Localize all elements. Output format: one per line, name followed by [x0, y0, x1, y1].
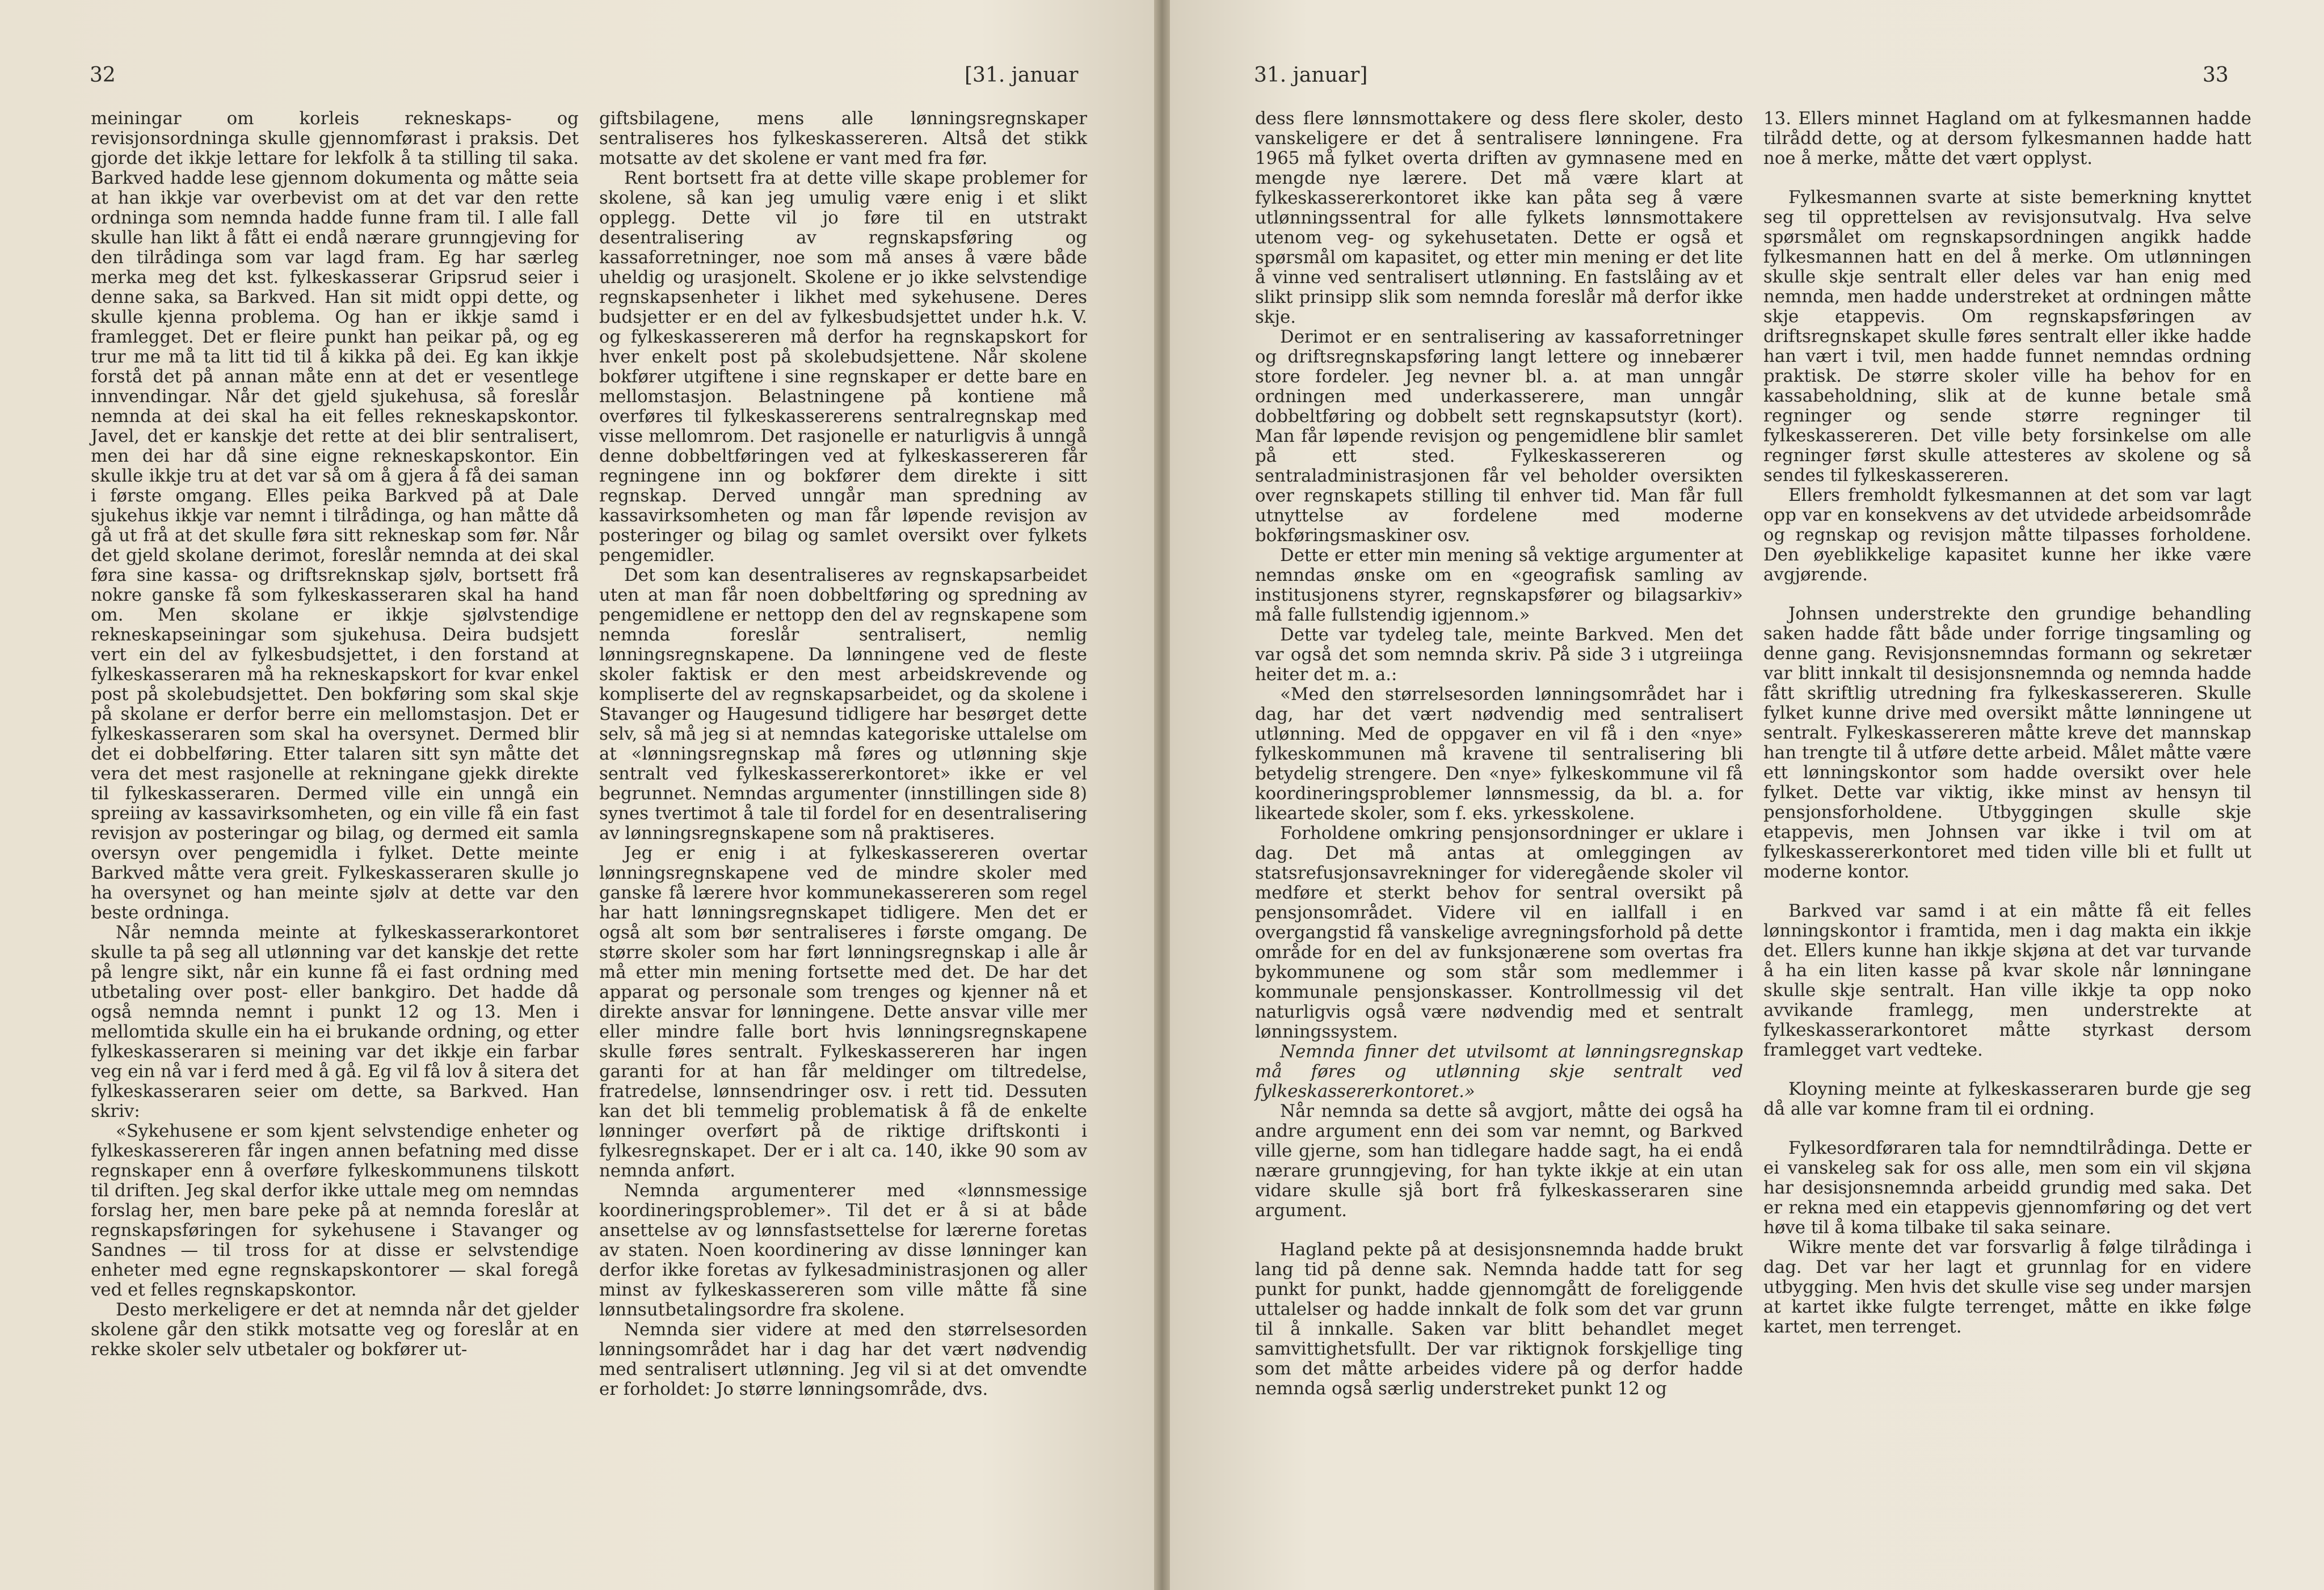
paragraph: Derimot er en sentralisering av kassaforretninger og driftsregnskapsføring langt lettere og innebærer store fordeler. Jeg nevner bl. a. at man unngår ordningen med underkasserere, man unngår dobbeltføring og dobbelt sett regnskapsutstyr (kort). Man får løpende revisjon og pengemidlene blir samlet på ett sted. Fylkeskassereren og sentraladministrasjonen får vel beholder oversikten over regnskapets stilling til enhver tid. Man får full utnyttelse av fordelene med moderne bokføringsmaskiner osv. — [1255, 327, 1743, 546]
paragraph: Jeg er enig i at fylkeskassereren overtar lønningsregnskapene ved de mindre skoler med ganske få lærere hvor kommunekassereren som regel har hatt lønningsregnskapet tidligere. Men det er også alt som bør sentraliseres i første omgang. De større skoler som har ført lønningsregnskap i alle år må etter min mening fortsette med det. De har det apparat og personale som trenges og kjenner nå et direkte ansvar for lønningene. Dette ansvar ville mer eller mindre falle bort hvis lønningsregnskapene skulle føres sentralt. Fylkeskassereren har ingen garanti for at han får meldinger om tiltredelse, fratredelse, lønnsendringer osv. i rett tid. Dessuten kan det bli temmelig problematisk å få de enkelte lønninger overført på de riktige driftskonti i fylkesregnskapet. Der er i alt ca. 140, ikke 90 som av nemnda anført. — [599, 843, 1087, 1181]
paragraph: giftsbilagene, mens alle lønningsregnskaper sentraliseres hos fylkeskassereren. Altså det stikk motsatte av det skolene er vant med fra før. — [599, 108, 1087, 168]
paragraph: Fylkesmannen svarte at siste bemerkning knyttet seg til opprettelsen av revisjonsutvalg. Hva selve spørsmålet om regnskapsordningen angikk hadde fylkesmannen hatt en del å merke. Om utlønningen skulle skje sentralt eller deles var han enig med nemnda, men hadde understreket at ordningen måtte skje etappevis. Om regnskapsføringen av driftsregnskapet skulle føres sentralt eller ikke hadde han vært i tvil, men hadde funnet nemndas ordning praktisk. De større skoler ville ha behov for en kassabeholdning, slik at de kunne betale små regninger og sende større regninger til fylkeskassereren. Det ville bety forsinkelse om alle regninger først skulle attesteres av skolene og så sendes til fylkeskassereren. — [1763, 187, 2251, 486]
paragraph: Nemnda sier videre at med den størrelsesorden lønningsområdet har i dag har det vært nødvendig med sentralisert utlønning. Jeg vil si at det omvendte er forholdet: Jo større lønningsområde, dvs. — [599, 1319, 1087, 1399]
book-gutter — [1154, 0, 1170, 1590]
paragraph: Rent bortsett fra at dette ville skape problemer for skolene, så kan jeg umulig være enig i et slikt opplegg. Dette vil jo føre til en utstrakt desentralisering av regnskapsføring og kassaforretninger, noe som må anses å være både uheldig og urasjonelt. Skolene er jo ikke selvstendige regnskapsenheter i likhet med sykehusene. Deres budsjetter er en del av fylkesbudsjettet under h.k. V. og fylkeskassereren må derfor ha regnskapskort for hver enkelt post på skolebudsjettene. Når skolene bokfører utgiftene i sine regnskaper er dette bare en mellomstasjon. Belastningene på kontiene må overføres til fylkeskassererens sentralregnskap med visse mellomrom. Det rasjonelle er naturligvis å unngå denne dobbeltføringen ved at fylkeskassereren får regningene inn og bokfører dem direkte i sitt regnskap. Derved unngår man spredning av kassavirksomheten og man får løpende revisjon av posteringer og bilag og samlet oversikt over fylkets pengemidler. — [599, 168, 1087, 566]
paragraph: Forholdene omkring pensjonsordninger er uklare i dag. Det må antas at omleggingen av statsrefusjonsavrekninger for videregående skoler vil medføre et sterkt behov for sentral oversikt på pensjonsområdet. Videre vil en iallfall i en overgangstid få vanskelige avregningsforhold på dette område for en del av funksjonærene som overtas fra bykommunene og som står som medlemmer i kommunale pensjonskasser. Kontrollmessig vil det naturligvis også være nødvendig med et sentralt lønningssystem. — [1255, 823, 1743, 1042]
left-page-column-1 — [91, 109, 579, 1360]
paragraph: 13. Ellers minnet Hagland om at fylkesmannen hadde tilrådd dette, og at dersom fylkesmannen hadde hatt noe å merke, måtte det vært opplyst. — [1763, 108, 2251, 168]
running-head-right: 31. januar] — [1254, 64, 1368, 87]
right-page-column-1 — [1255, 109, 1743, 1399]
paragraph: Det som kan desentraliseres av regnskapsarbeidet uten at man får noen dobbeltføring og spredning av pengemidlene er nettopp den del av regnskapene som nemnda foreslår sentralisert, nemlig lønningsregnskapene. Da lønningene ved de fleste skoler faktisk er den mest arbeidskrevende og kompliserte del av regnskapsarbeidet, og da skolene i Stavanger og Haugesund tidligere har besørget dette selv, så må jeg si at nemndas kategoriske uttalelse om at «lønningsregnskap må føres og utlønning skje sentralt ved fylkeskassererkontoret» ikke er vel begrunnet. Nemndas argumenter (innstillingen side 8) synes tvertimot å tale til fordel for en desentralisering av lønningsregnskapene som nå praktiseres. — [599, 565, 1087, 843]
running-head-left: [31. januar — [965, 64, 1079, 87]
page-number-left: 32 — [90, 64, 116, 87]
left-page — [0, 0, 1154, 1590]
paragraph: dess flere lønnsmottakere og dess flere skoler, desto vanskeligere er det å sentralisere lønningene. Fra 1965 må fylket overta driften av gymnasene med en mengde nye lærere. Det må være klart at fylkeskassererkontoret ikke kan påta seg å være utlønningssentral for alle fylkets lønnsmottakere utenom veg- og sykehusetaten. Dette er også et spørsmål om kapasitet, og etter min mening er det lite å vinne ved sentralisert utlønning. En fastslåing av et slikt prinsipp slik som nemnda foreslår må derfor ikke skje. — [1255, 108, 1743, 327]
paragraph: Dette var tydeleg tale, meinte Barkved. Men det var også det som nemnda skriv. På side 3 i utgreiinga heiter det m. a.: — [1255, 625, 1743, 685]
paragraph: Kloyning meinte at fylkeskasseraren burde gje seg då alle var komne fram til ei ordning. — [1763, 1079, 2251, 1119]
paragraph: Ellers fremholdt fylkesmannen at det som var lagt opp var en konsekvens av det utvidede arbeidsområde og regnskap og revisjon måtte tilpasses forholdene. Den øyeblikkelige kapasitet kunne her ikke være avgjørende. — [1763, 485, 2251, 585]
paragraph: Wikre mente det var forsvarlig å følge tilrådinga i dag. Det var her lagt et grunnlag for en videre utbygging. Men hvis det skulle vise seg under marsjen at kartet ikke fulgte terrenget, måtte en ikke følge kartet, men terrenget. — [1763, 1237, 2251, 1337]
paragraph: Dette er etter min mening så vektige argumenter at nemndas ønske om en «geografisk samling av institusjonens styrer, regnskapsfører og bilagsarkiv» må falle fullstendig igjennom.» — [1255, 545, 1743, 625]
paragraph: Fylkesordføraren tala for nemndtilrådinga. Dette er ei vanskeleg sak for oss alle, men som ein vil skjøna har desisjonsnemnda arbeidd grundig med saka. Det er rekna med ein etappevis gjennomføring og det vert høve til å koma tilbake til saka seinare. — [1763, 1138, 2251, 1238]
paragraph: Når nemnda sa dette så avgjort, måtte dei også ha andre argument enn dei som var nemnt, og Barkved ville gjerne, som han tidlegare hadde sagt, ha ei endå nærare grunngjeving, for han tykte ikkje at ein utan vidare skulle sjå bort frå fylkeskasseraren sine argument. — [1255, 1101, 1743, 1221]
paragraph: Barkved var samd i at ein måtte få eit felles lønningskontor i framtida, men i dag makta ein ikkje det. Ellers kunne han ikkje skjøna at det var turvande å ha ein liten kasse på kvar skole når lønningane skulle skje sentralt. Han ville ikkje ta opp noko avvikande framlegg, men understrekte at fylkeskasserarkontoret måtte styrkast dersom framlegget vart vedteke. — [1763, 901, 2251, 1060]
paragraph: Hagland pekte på at desisjonsnemnda hadde brukt lang tid på denne sak. Nemnda hadde tatt for seg punkt for punkt, hadde gjennomgått de foreliggende uttalelser og hadde innkalt de folk som det var grunn til å innkalle. Saken var blitt behandlet meget samvittighetsfullt. Der var riktignok forskjellige ting som det måtte arbeides videre på og derfor hadde nemnda også særlig understreket punkt 12 og — [1255, 1239, 1743, 1399]
paragraph: Desto merkeligere er det at nemnda når det gjelder skolene går den stikk motsatte veg og foreslår at en rekke skoler selv utbetaler og bokfører ut- — [91, 1300, 579, 1360]
paragraph: «Med den størrelsesorden lønningsområdet har i dag, har det vært nødvendig med sentralisert utlønning. Med de oppgaver en vil få i den «nye» fylkeskommunen må kravene til sentralisering bli betydelig strengere. Den «nye» fylkeskommune vil få koordineringsproblemer lønnsmessig, da bl. a. for likeartede skoler, som f. eks. yrkesskolene. — [1255, 684, 1743, 824]
page-number-right: 33 — [2203, 64, 2229, 87]
paragraph: meiningar om korleis rekneskaps- og revisjonsordninga skulle gjennomførast i praksis. Det gjorde det ikkje lettare for lekfolk å ta stilling til saka. Barkved hadde lese gjennom dokumenta og måtte seia at han ikkje var overbevist om at det var den rette ordninga som nemnda hadde funne fram til. I alle fall skulle han likt å fått ei endå nærare grunngjeving for den tilrådinga som var lagd fram. Eg har særleg merka meg det kst. fylkeskasserar Gripsrud seier i denne saka, sa Barkved. Han sit midt oppi dette, og skulle kjenna problema. Og han er ikkje samd i framlegget. Det er fleire punkt han peikar på, og eg trur me må ta litt tid til å kikka på dei. Eg kan ikkje forstå det på annan måte enn at det er vesentlege innvendingar. Når det gjeld sjukehusa, så foreslår nemnda at dei skal ha eit felles rekneskapskontor. Javel, det er kanskje det rette at dei blir sentralisert, men dei har då sine eigne rekneskapskontor. Ein skulle ikkje tru at det var så om å gjera å få dei saman i første omgang. Elles peika Barkved på at Dale sjukehus ikkje var nemnt i tilrådinga, og han måtte då gå ut frå at det skulle føra sitt rekneskap som før. Når det gjeld skolane derimot, foreslår nemnda at dei skal føra sine kassa- og driftsreknskap sjølv, bortsett frå nokre ganske få som fylkeskasseraren skal ha hand om. Men skolane er ikkje sjølvstendige rekneskapseiningar som sjukehusa. Deira budsjett vert ein del av fylkesbudsjettet, i den forstand at fylkeskasseraren må ha rekneskapskort for kvar enkel post på skolebudsjettet. Den bokføring som skal skje på skolane er derfor berre ein mellomstasjon. Det er fylkeskasseraren som skal ha oversynet. Dermed blir det ei dobbelføring. Etter talaren sitt syn måtte det vera det mest rasjonelle at rekningane gjekk direkte til fylkeskasseraren. Dermed ville ein unngå ein spreiing av kassavirksomheten, og ein ville få ein fast revisjon av posteringar og bilag, og dermed eit samla oversyn over pengemidla i fylket. Dette meinte Barkved måtte vera greit. Fylkeskasseraren skulle jo ha oversynet og han meinte sjølv at dette var den beste ordninga. — [91, 108, 579, 923]
paragraph: Nemnda argumenterer med «lønnsmessige koordineringsproblemer». Til det er å si at både ansettelse av og lønnsfastsettelse for lærerne foretas av staten. Noen koordinering av disse lønninger kan derfor ikke foretas av fylkesadministrasjonen og aller minst av fylkeskassereren som ville måtte få sine lønnsutbetalingsordre fra skolene. — [599, 1180, 1087, 1320]
paragraph: Når nemnda meinte at fylkeskasserarkontoret skulle ta på seg all utlønning var det kanskje det rette på lengre sikt, når ein kunne få ei fast ordning med utbetaling over post- eller bankgiro. Det hadde då også nemnda nemnt i punkt 12 og 13. Men i mellomtida skulle ein ha ei brukande ordning, og etter fylkeskasseraren si meining var det ikkje ein farbar veg ein nå var i ferd med å gå. Eg vil få lov å sitera det fylkeskasseraren seier om dette, sa Barkved. Han skriv: — [91, 922, 579, 1121]
left-page-column-2 — [599, 109, 1087, 1399]
paragraph: Johnsen understrekte den grundige behandling saken hadde fått både under forrige tingsamling og denne gang. Revisjonsnemndas formann og sekretær var blitt innkalt til desisjonsnemnda og nemnda hadde fått skriftlig utredning fra fylkeskassereren. Skulle fylket kunne drive med oversikt måtte lønningene ut sentralt. Fylkeskassereren måtte kreve det mannskap han trengte til å utføre dette arbeid. Målet måtte være ett lønningskontor som hadde oversikt over hele fylket. Dette var viktig, ikke minst av hensyn til pensjonsforholdene. Utbyggingen skulle skje etappevis, men Johnsen var ikke i tvil om at fylkeskassererkontoret med tiden ville bli et fullt ut moderne kontor. — [1763, 604, 2251, 882]
right-page-column-2 — [1763, 109, 2251, 1337]
paragraph: Nemnda finner det utvilsomt at lønningsregnskap må føres og utlønning skje sentralt ved fylkeskassererkontoret.» — [1255, 1041, 1743, 1102]
right-page — [1170, 0, 2324, 1590]
paragraph: «Sykehusene er som kjent selvstendige enheter og fylkeskassereren får ingen annen befatning med disse regnskaper enn å overføre fylkeskommunens tilskott til driften. Jeg skal derfor ikke uttale meg om nemndas forslag her, men bare peke på at nemnda foreslår at regnskapsføringen for sykehusene i Stavanger og Sandnes — til tross for at disse er selvstendige enheter med egne regnskapskontorer — skal foregå ved et felles regnskapskontor. — [91, 1121, 579, 1300]
